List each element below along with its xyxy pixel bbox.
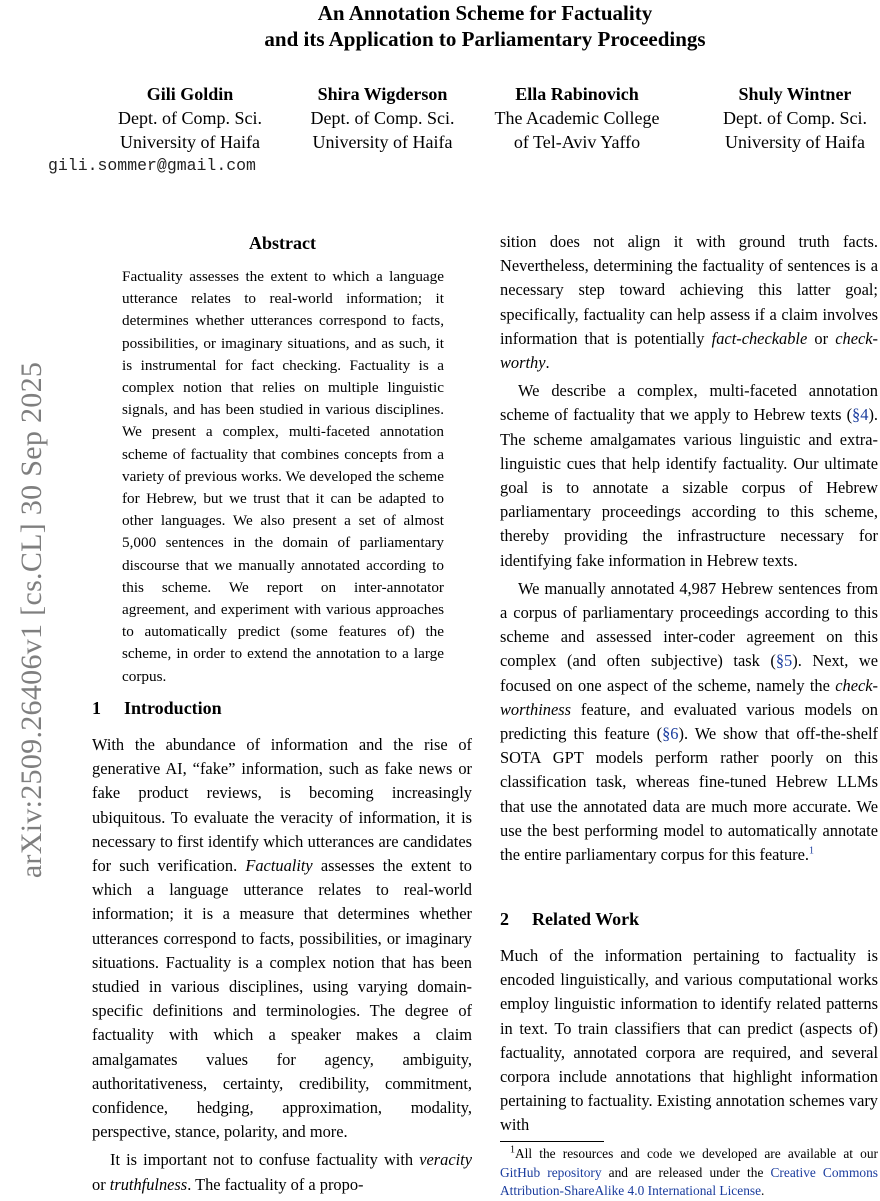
left-column-body	[92, 733, 472, 1197]
author-affiliation: Dept. of Comp. Sci.	[310, 108, 455, 128]
text-run: ). We show that off-the-shelf SOTA GPT models perform rather poorly on this classification task, whereas fine-tuned Hebrew LLMs that use the annotated data are much more accurate. We use the best performing model to automatically annotate the entire parliamentary corpus for this feature.	[500, 724, 878, 865]
title-line-2: and its Application to Parliamentary Proceedings	[264, 27, 706, 51]
section-title: Introduction	[124, 698, 222, 718]
author-name: Shuly Wintner	[738, 84, 852, 104]
author-block	[482, 82, 672, 154]
section-title: Related Work	[532, 909, 640, 929]
text-run-italic: check-worthiness	[500, 675, 878, 719]
text-run: All the resources and code we developed are available at our	[515, 1146, 878, 1161]
text-run-italic: fact-checkable	[711, 328, 808, 348]
text-run: or	[807, 328, 836, 348]
right-column-body	[500, 230, 878, 867]
paragraph: Much of the information pertaining to factuality is encoded linguistically, and various computational works employ linguistic information to identify related patterns in text. To train classifiers that can predict (aspects of) factuality, annotated corpora are required, and several corpora include annotations that highlight information pertaining to factuality. Existing annotation schemes vary with	[500, 946, 878, 1135]
text-run: or	[92, 1174, 110, 1194]
text-run: ). Next, we focused on one aspect of the scheme, namely the	[500, 651, 878, 695]
section-ref-link[interactable]: §5	[775, 651, 793, 671]
author-block	[95, 82, 285, 154]
text-run-italic: truthfulness	[109, 1174, 188, 1194]
related-work-body	[500, 944, 878, 1138]
text-run: . The factuality of a propo-	[187, 1174, 364, 1194]
section-heading-related-work	[500, 907, 639, 931]
text-run: ). The scheme amalgamates various linguistic and extra-linguistic cues that help identify factuality. Our ultimate goal is to annotate a sizable corpus of Hebrew parliamentary proceedings according to this scheme, thereby providing the infrastructure necessary for identifying fake information in Hebrew texts.	[500, 405, 878, 570]
abstract-text: Factuality assesses the extent to which a language utterance relates to real-world information; it determines whether utterances correspond to facts, possibilities, or imaginary situations, and as such, it is instrumental for fact checking. Factuality is a complex notion that relies on multiple linguistic signals, and has been studied in various disciplines. We present a complex, multi-faceted annotation scheme of factuality that combines concepts from a variety of previous works. We developed the scheme for Hebrew, but we trust that it can be adapted to other languages. We also present a set of almost 5,000 sentences in the domain of parliamentary discourse that we manually annotated according to this scheme. We report on inter-annotator agreement, and experiment with various approaches to automatically predict (some features of) the scheme, in order to extend the annotation to a large corpus.	[122, 268, 444, 685]
text-run-italic: veracity	[419, 1150, 472, 1170]
text-run: assesses the extent to which a language utterance relates to real-world information; it is a measure that determines whether utterances correspond to facts, possibilities, or imaginary situations. Factuality is a complex notion that has been studied in various disciplines, using varying domain-specific definitions and terminologies. The degree of factuality with which a speaker makes a claim amalgamates values for agency, ambiguity, authoritativeness, certainty, credibility, commitment, confidence, hedging, approximation, modality, perspective, stance, polarity, and more.	[92, 856, 472, 1142]
author-affiliation: The Academic College	[494, 108, 660, 128]
section-number: 2	[500, 909, 509, 929]
author-affiliation: University of Haifa	[725, 132, 865, 152]
text-run: .	[545, 353, 550, 373]
arxiv-stamp	[0, 0, 48, 1200]
footnote-rule	[500, 1141, 604, 1142]
title-line-1: An Annotation Scheme for Factuality	[317, 1, 653, 25]
text-run: sition does not align it with ground truth facts. Nevertheless, determining the factuality of sentences is a necessary step toward achieving this latter goal; specifically, factuality can help assess if a claim involves information that is potentially	[500, 232, 878, 348]
paragraph	[92, 1148, 472, 1196]
author-affiliation: Dept. of Comp. Sci.	[723, 108, 867, 128]
paragraph	[500, 379, 878, 573]
text-run: .	[761, 1183, 765, 1198]
author-affiliation: University of Haifa	[120, 132, 260, 152]
text-run: We manually annotated 4,987 Hebrew sentences from a corpus of parliamentary proceedings according to this scheme and assessed inter-coder agreement on this complex (and often subjective) task (	[500, 578, 878, 671]
section-ref-link[interactable]: §4	[852, 405, 869, 425]
license-link[interactable]: Creative Commons Attribution-ShareAlike 4.0 International License	[500, 1164, 878, 1198]
author-block	[700, 82, 880, 154]
footnote	[500, 1145, 878, 1201]
section-ref-link[interactable]: §6	[662, 724, 679, 744]
footnote-ref-link[interactable]: 1	[809, 845, 815, 857]
abstract-heading: Abstract	[249, 233, 316, 253]
author-affiliation: Dept. of Comp. Sci.	[118, 108, 262, 128]
arxiv-id[interactable]: arXiv:2509.26406v1 [cs.CL] 30 Sep 2025	[15, 361, 48, 879]
text-run: and are released under the	[601, 1164, 771, 1180]
text-run: We describe a complex, multi-faceted annotation scheme of factuality that we apply to Hebrew texts (	[500, 381, 878, 425]
text-run-italic: check-worthy	[500, 328, 878, 373]
paragraph	[92, 733, 472, 1144]
author-block	[290, 82, 475, 154]
text-run: feature, and evaluated various models on predicting this feature (	[500, 699, 878, 744]
paragraph	[500, 577, 878, 867]
text-run-italic: Factuality	[245, 856, 313, 876]
section-heading-introduction	[92, 696, 222, 720]
author-email[interactable]: gili.sommer@gmail.com	[48, 156, 256, 175]
text-run: It is important not to confuse factuality with	[110, 1150, 420, 1170]
footnote-mark: 1	[510, 1144, 515, 1156]
author-name: Shira Wigderson	[317, 84, 448, 104]
author-affiliation: University of Haifa	[312, 132, 453, 152]
paragraph-continued	[500, 230, 878, 375]
github-repository-link[interactable]: GitHub repository	[500, 1164, 602, 1180]
author-affiliation: of Tel-Aviv Yaffo	[513, 132, 641, 152]
text-run: With the abundance of information and the rise of generative AI, “fake” information, such as fake news or fake product reviews, is becoming increasingly ubiquitous. To evaluate the veracity of information, it is necessary to first identify which utterances are candidates for such verification.	[92, 735, 472, 876]
author-name: Ella Rabinovich	[515, 84, 639, 104]
author-name: Gili Goldin	[146, 84, 234, 104]
paper-title	[0, 0, 880, 52]
section-number: 1	[92, 698, 101, 718]
